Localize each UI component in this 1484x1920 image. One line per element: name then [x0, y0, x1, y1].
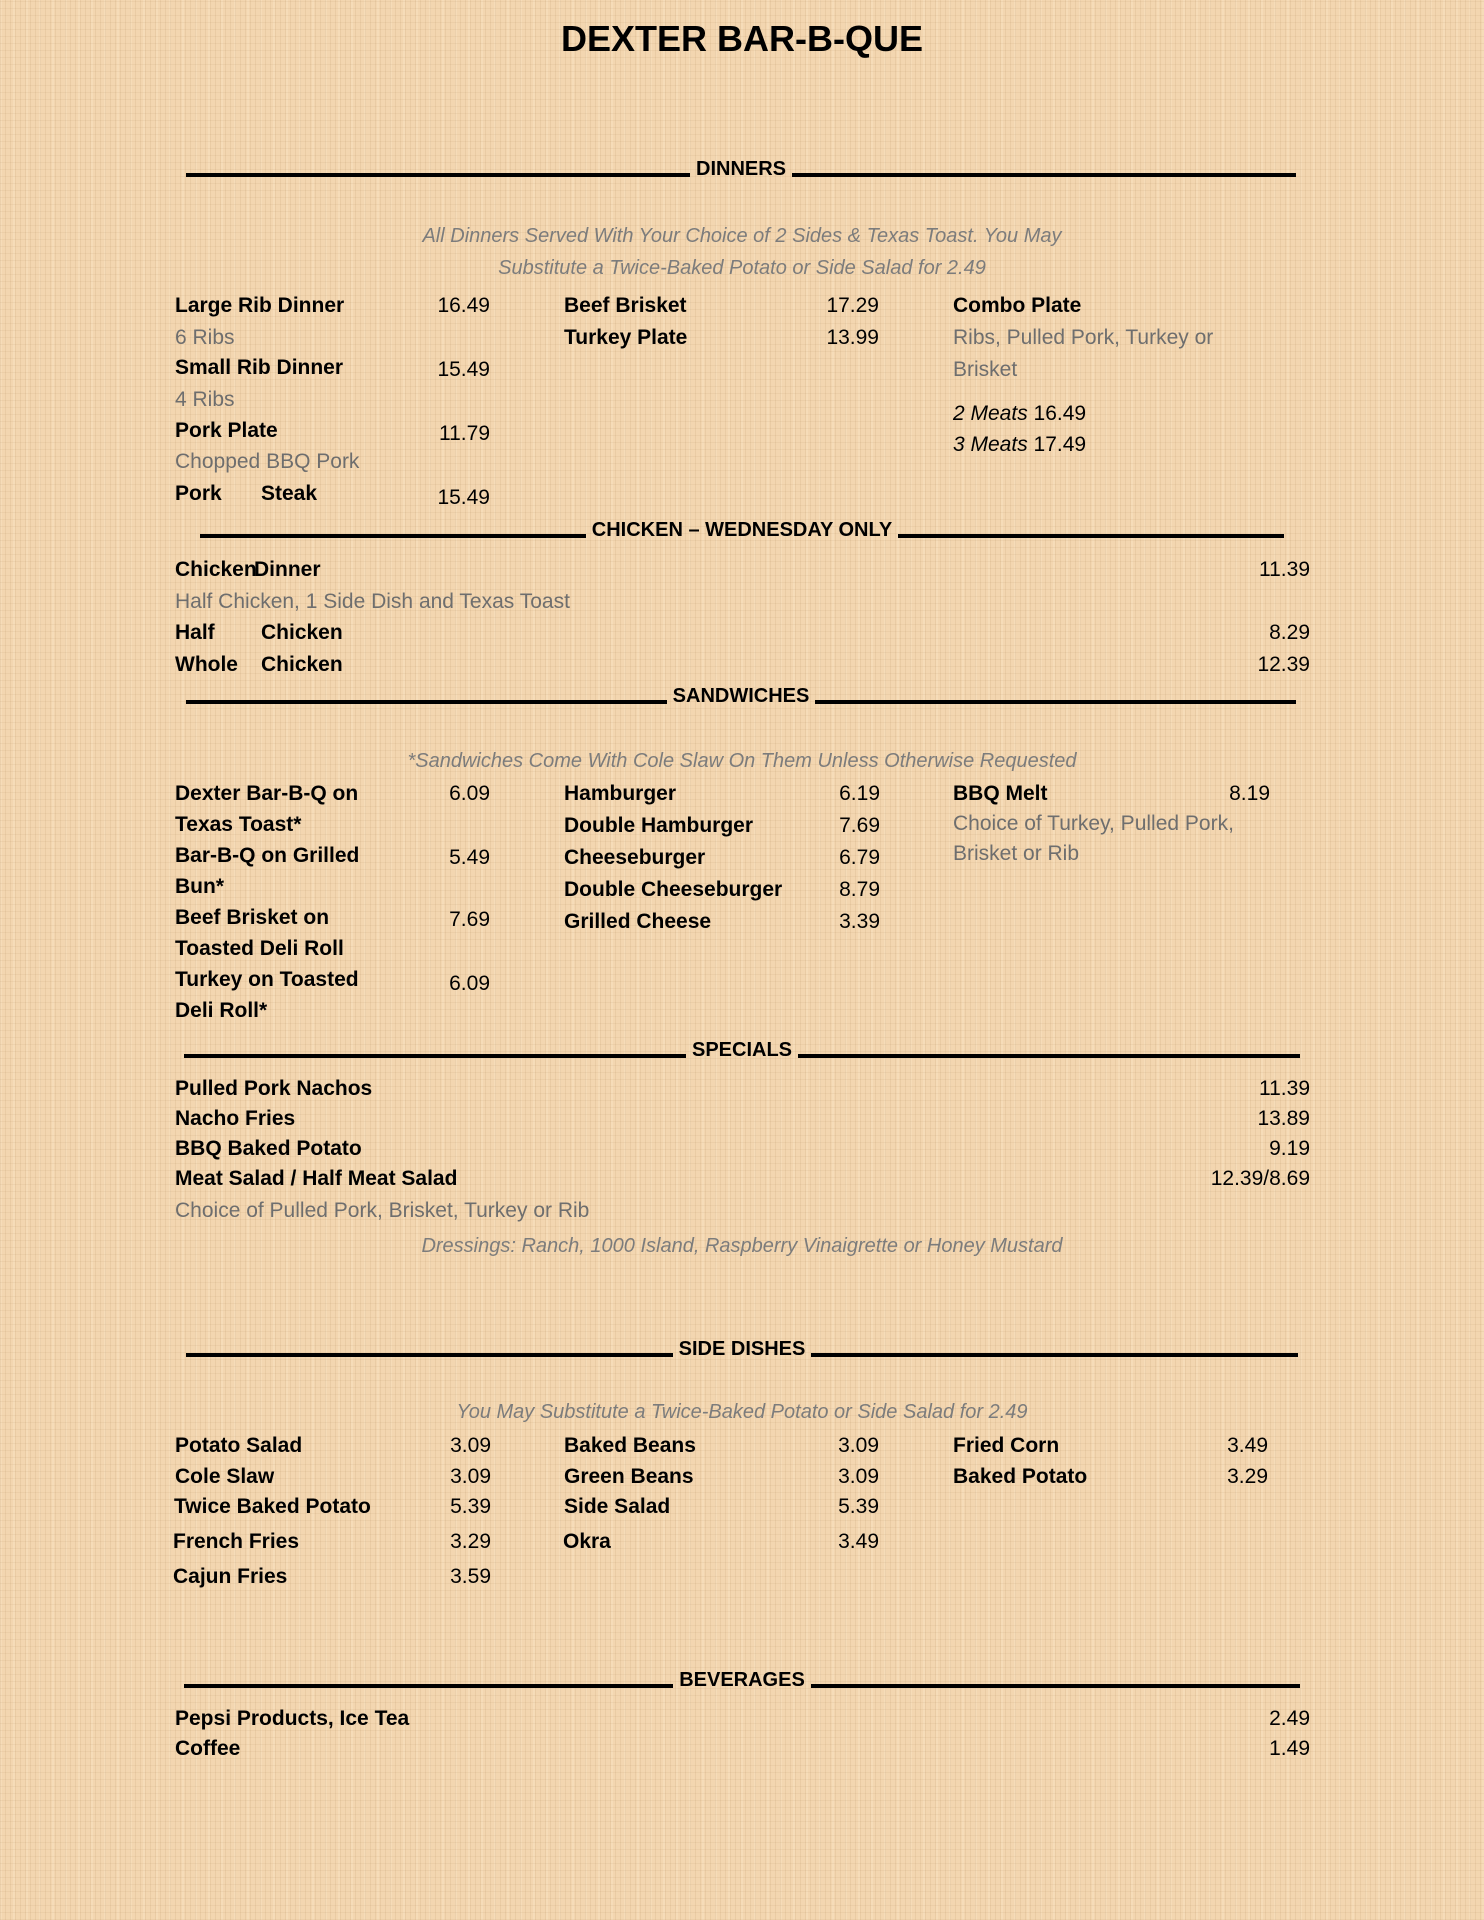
- double-cheeseburger-name: Double Cheeseburger: [564, 878, 783, 901]
- meat-salad-price: 12.39/8.69: [1210, 1167, 1310, 1190]
- side-salad-price: 5.39: [838, 1495, 879, 1518]
- sandwiches-note: *Sandwiches Come With Cole Slaw On Them Unless Otherwise Requested: [407, 750, 1077, 772]
- side-dishes-header: [186, 1337, 1298, 1360]
- nacho-fries-price: 13.89: [1257, 1107, 1310, 1130]
- large-rib-dinner-desc: 6 Ribs: [175, 326, 235, 349]
- twice-baked-potato-price: 5.39: [450, 1495, 491, 1518]
- half-chicken-name-word2: Chicken: [261, 621, 343, 644]
- combo-plate-name: Combo Plate: [953, 294, 1082, 317]
- sandwich-item-2-price: 5.49: [449, 846, 490, 869]
- sandwich-item-3-line-2: Toasted Deli Roll: [175, 937, 344, 960]
- potato-salad-price: 3.09: [450, 1434, 491, 1457]
- side-dishes-header-label: SIDE DISHES: [678, 1337, 806, 1360]
- half-chicken-name-word1: Half: [175, 621, 215, 644]
- combo-two-meats: [953, 402, 1086, 426]
- okra-price: 3.49: [838, 1530, 879, 1553]
- combo-three-meats: [953, 433, 1086, 457]
- pork-plate-price: 11.79: [439, 422, 490, 445]
- french-fries-price: 3.29: [450, 1530, 491, 1553]
- beef-brisket-name: Beef Brisket: [564, 294, 687, 317]
- sandwich-item-1-line-2: Texas Toast*: [175, 813, 302, 836]
- turkey-plate-price: 13.99: [826, 326, 879, 349]
- small-rib-dinner-desc: 4 Ribs: [175, 388, 235, 411]
- pork-steak-price: 15.49: [437, 486, 490, 509]
- coffee-name: Coffee: [175, 1737, 241, 1760]
- combo-three-meats-label: 3 Meats: [953, 433, 1028, 456]
- sandwich-item-1-price: 6.09: [449, 782, 490, 805]
- sandwich-item-1-line-1: Dexter Bar-B-Q on: [175, 782, 359, 805]
- fried-corn-name: Fried Corn: [953, 1434, 1060, 1457]
- pork-steak-name-word1: Pork: [175, 482, 222, 505]
- baked-potato-price: 3.29: [1227, 1465, 1268, 1488]
- pork-plate-name: Pork Plate: [175, 419, 278, 442]
- small-rib-dinner-name: Small Rib Dinner: [175, 356, 344, 379]
- potato-salad-name: Potato Salad: [175, 1434, 303, 1457]
- combo-two-meats-label: 2 Meats: [953, 402, 1028, 425]
- cajun-fries-price: 3.59: [450, 1565, 491, 1588]
- chicken-dinner-name-word2: Dinner: [254, 558, 321, 581]
- bbq-baked-potato-name: BBQ Baked Potato: [175, 1137, 362, 1160]
- chicken-dinner-desc: Half Chicken, 1 Side Dish and Texas Toast: [175, 590, 570, 613]
- header-rule: [811, 1684, 1300, 1688]
- sandwiches-header: [186, 684, 1296, 707]
- specials-header-label: SPECIALS: [691, 1038, 793, 1061]
- header-rule: [186, 173, 690, 177]
- baked-beans-name: Baked Beans: [564, 1434, 696, 1457]
- combo-plate-desc-line-1: Ribs, Pulled Pork, Turkey or: [953, 326, 1214, 349]
- combo-two-meats-price: 16.49: [1033, 402, 1087, 425]
- header-rule: [898, 534, 1284, 538]
- okra-name: Okra: [563, 1530, 611, 1553]
- french-fries-name: French Fries: [173, 1530, 300, 1553]
- sandwich-item-3-line-1: Beef Brisket on: [175, 906, 330, 929]
- small-rib-dinner-price: 15.49: [437, 358, 490, 381]
- combo-three-meats-price: 17.49: [1033, 433, 1087, 456]
- sides-note: You May Substitute a Twice-Baked Potato or Side Salad for 2.49: [456, 1401, 1028, 1423]
- beverages-header-label: BEVERAGES: [679, 1668, 805, 1691]
- sandwich-item-2-line-1: Bar-B-Q on Grilled: [175, 844, 360, 867]
- dressings-note: Dressings: Ranch, 1000 Island, Raspberry Vinaigrette or Honey Mustard: [421, 1235, 1063, 1257]
- grilled-cheese-name: Grilled Cheese: [564, 910, 712, 933]
- cole-slaw-name: Cole Slaw: [175, 1465, 275, 1488]
- large-rib-dinner-price: 16.49: [437, 294, 490, 317]
- header-rule: [186, 1353, 673, 1357]
- header-rule: [815, 700, 1296, 704]
- green-beans-name: Green Beans: [564, 1465, 694, 1488]
- nacho-fries-name: Nacho Fries: [175, 1107, 296, 1130]
- pepsi-ice-tea-name: Pepsi Products, Ice Tea: [175, 1707, 410, 1730]
- baked-beans-price: 3.09: [838, 1434, 879, 1457]
- meat-salad-name: Meat Salad / Half Meat Salad: [175, 1167, 458, 1190]
- cajun-fries-name: Cajun Fries: [173, 1565, 288, 1588]
- large-rib-dinner-name: Large Rib Dinner: [175, 294, 345, 317]
- sandwich-item-4-line-1: Turkey on Toasted: [175, 968, 359, 991]
- sandwich-item-2-line-2: Bun*: [175, 875, 224, 898]
- coffee-price: 1.49: [1269, 1737, 1310, 1760]
- side-salad-name: Side Salad: [564, 1495, 671, 1518]
- specials-header: [184, 1038, 1300, 1061]
- whole-chicken-price: 12.39: [1257, 653, 1310, 676]
- header-rule: [811, 1353, 1298, 1357]
- header-rule: [184, 1054, 686, 1058]
- sandwich-item-4-line-2: Deli Roll*: [175, 999, 268, 1022]
- page-title: DEXTER BAR-B-QUE: [560, 18, 923, 59]
- bbq-melt-price: 8.19: [1229, 782, 1270, 805]
- header-rule: [200, 534, 586, 538]
- combo-plate-desc-line-2: Brisket: [953, 358, 1018, 381]
- dinners-note-line-1: All Dinners Served With Your Choice of 2 Sides & Texas Toast. You May: [422, 225, 1062, 247]
- whole-chicken-name-word2: Chicken: [261, 653, 343, 676]
- cheeseburger-name: Cheeseburger: [564, 846, 706, 869]
- beverages-header: [184, 1668, 1300, 1691]
- bbq-melt-desc-line-2: Brisket or Rib: [953, 842, 1080, 865]
- chicken-header-label: CHICKEN – WEDNESDAY ONLY: [591, 518, 893, 541]
- pork-steak-name-word2: Steak: [261, 482, 318, 505]
- sandwiches-header-label: SANDWICHES: [672, 684, 810, 707]
- bbq-melt-desc-line-1: Choice of Turkey, Pulled Pork,: [953, 812, 1234, 835]
- green-beans-price: 3.09: [838, 1465, 879, 1488]
- cheeseburger-price: 6.79: [839, 846, 880, 869]
- bbq-baked-potato-price: 9.19: [1269, 1137, 1310, 1160]
- grilled-cheese-price: 3.39: [839, 910, 880, 933]
- pork-plate-desc: Chopped BBQ Pork: [175, 450, 360, 473]
- pulled-pork-nachos-name: Pulled Pork Nachos: [175, 1077, 373, 1100]
- pulled-pork-nachos-price: 11.39: [1259, 1077, 1310, 1100]
- turkey-plate-name: Turkey Plate: [564, 326, 688, 349]
- twice-baked-potato-name: Twice Baked Potato: [174, 1495, 371, 1518]
- cole-slaw-price: 3.09: [450, 1465, 491, 1488]
- bbq-melt-name: BBQ Melt: [953, 782, 1048, 805]
- beef-brisket-price: 17.29: [826, 294, 879, 317]
- chicken-header: [200, 518, 1284, 541]
- baked-potato-name: Baked Potato: [953, 1465, 1088, 1488]
- meat-salad-desc: Choice of Pulled Pork, Brisket, Turkey or Rib: [175, 1199, 590, 1222]
- dinners-note-line-2: Substitute a Twice-Baked Potato or Side Salad for 2.49: [498, 257, 986, 279]
- double-hamburger-name: Double Hamburger: [564, 814, 754, 837]
- half-chicken-price: 8.29: [1269, 621, 1310, 644]
- hamburger-price: 6.19: [839, 782, 880, 805]
- pepsi-ice-tea-price: 2.49: [1269, 1707, 1310, 1730]
- header-rule: [186, 700, 667, 704]
- chicken-dinner-price: 11.39: [1259, 558, 1310, 581]
- sandwich-item-3-price: 7.69: [449, 908, 490, 931]
- header-rule: [798, 1054, 1300, 1058]
- whole-chicken-name-word1: Whole: [175, 653, 238, 676]
- chicken-dinner-name-word1: Chicken: [175, 558, 257, 581]
- dinners-header: [186, 157, 1296, 180]
- double-hamburger-price: 7.69: [839, 814, 880, 837]
- header-rule: [184, 1684, 673, 1688]
- sandwich-item-4-price: 6.09: [449, 972, 490, 995]
- dinners-header-label: DINNERS: [696, 157, 787, 180]
- double-cheeseburger-price: 8.79: [839, 878, 880, 901]
- header-rule: [792, 173, 1296, 177]
- hamburger-name: Hamburger: [564, 782, 677, 805]
- fried-corn-price: 3.49: [1227, 1434, 1268, 1457]
